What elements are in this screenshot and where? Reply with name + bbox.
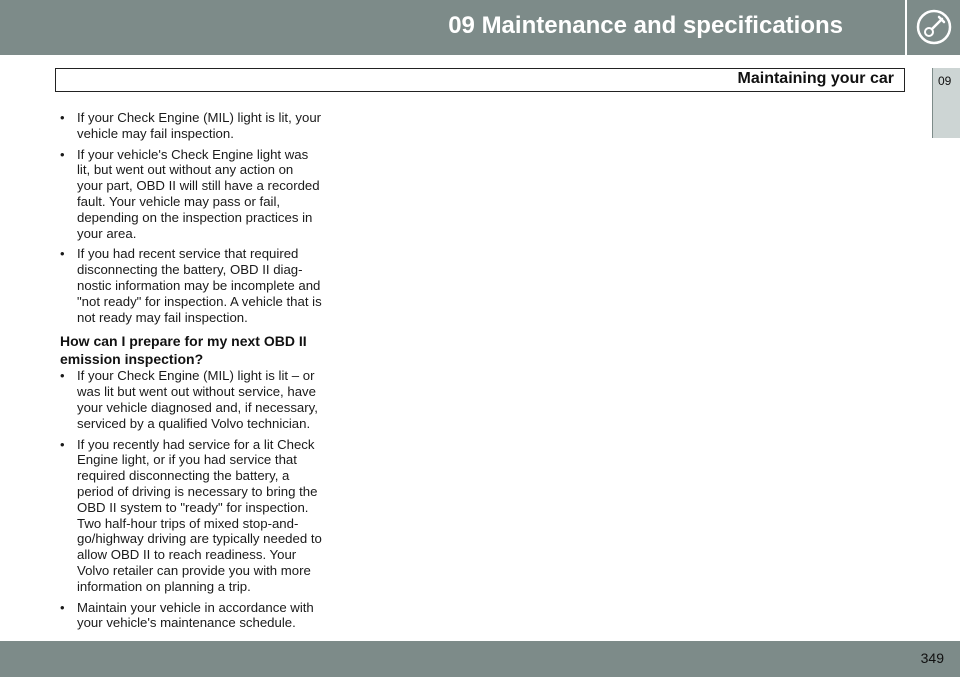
wrench-gear-icon — [915, 8, 953, 46]
section-title: Maintaining your car — [737, 70, 894, 87]
footer-bar — [0, 641, 960, 677]
page-number: 349 — [920, 650, 944, 666]
list-item: • If you had recent service that required disconnecting the battery, OBD II diag-nostic information may be incomplete and "not ready" for inspection. A vehicle that is not ready may fail inspection. — [60, 246, 322, 325]
list-item: • If your Check Engine (MIL) light is lit – or was lit but went out without service, have your vehicle diagnosed and, if necessary, serviced by a qualified Volvo technician. — [60, 368, 322, 431]
chapter-title: 09 Maintenance and specifications — [448, 12, 843, 39]
header-bar — [0, 0, 905, 55]
list-item: • If your vehicle's Check Engine light was lit, but went out without any action on your part, OBD II will still have a recorded fault. Your vehicle may pass or fail, depending on the inspection practices in your area. — [60, 147, 322, 242]
chapter-tab — [932, 68, 960, 138]
list-item: • If your Check Engine (MIL) light is lit, your vehicle may fail inspection. — [60, 110, 322, 142]
bullet-list-1 — [60, 110, 322, 325]
section-heading: How can I prepare for my next OBD II emission inspection? — [60, 333, 307, 368]
list-item: • Maintain your vehicle in accordance with your vehicle's maintenance schedule. — [60, 600, 322, 632]
chapter-icon-box — [905, 0, 960, 55]
main-content — [60, 110, 322, 636]
chapter-tab-label: 09 — [938, 74, 952, 88]
section-header — [55, 68, 905, 92]
list-item: • If you recently had service for a lit Check Engine light, or if you had service that required disconnecting the battery, a period of driving is necessary to bring the OBD II system to "ready" for inspection. Two half-hour trips of mixed stop-and-go/highway driving are typically needed to allow OBD II to reach readiness. Your Volvo retailer can provide you with more information on planning a trip. — [60, 437, 322, 595]
bullet-list-2 — [60, 368, 322, 631]
